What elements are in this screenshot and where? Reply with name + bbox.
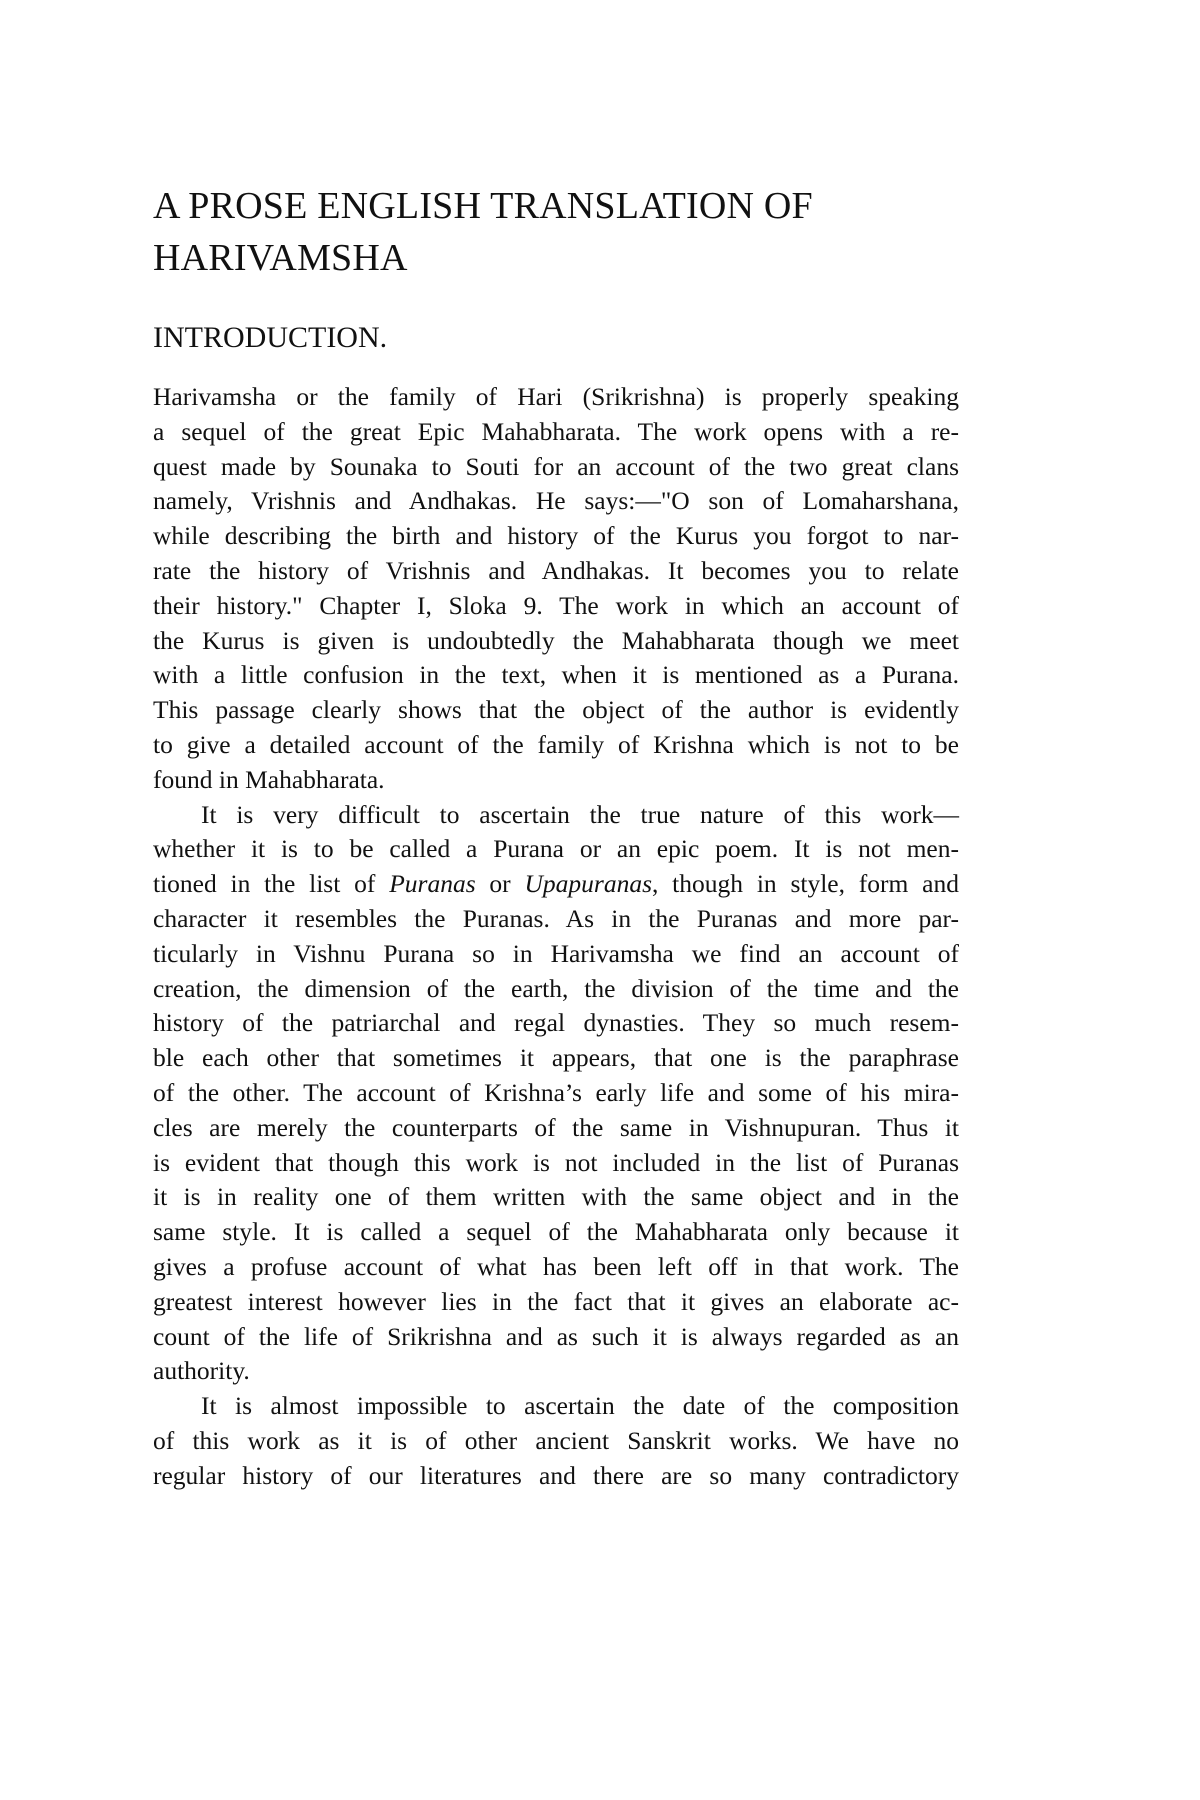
italic-term: Upapuranas — [524, 869, 652, 899]
text-line: with a little confusion in the text, when it is mentioned as a Purana. — [153, 660, 959, 690]
text-line: to give a detailed account of the family of Krishna which is not to be — [153, 729, 959, 759]
section-heading: INTRODUCTION. — [153, 321, 388, 354]
text-line: the Kurus is given is undoubtedly the Mahabharata though we meet — [153, 625, 959, 655]
text-line: a sequel of the great Epic Mahabharata. The work opens with a re- — [153, 416, 959, 446]
paragraph — [153, 380, 959, 798]
text-line: ble each other that sometimes it appears, that one is the paraphrase — [153, 1043, 959, 1073]
text-line: Harivamsha or the family of Hari (Srikrishna) is properly speaking — [153, 382, 959, 411]
text-line: ticularly in Vishnu Purana so in Harivamsha we find an account of — [153, 938, 959, 968]
text-line: creation, the dimension of the earth, the division of the time and the — [153, 973, 959, 1003]
text-line: quest made by Sounaka to Souti for an account of the two great clans — [153, 451, 959, 481]
text-line: whether it is to be called a Purana or an epic poem. It is not men- — [153, 834, 959, 864]
text-line: of the other. The account of Krishna’s early life and some of his mira- — [153, 1077, 959, 1107]
italic-term: Puranas — [389, 869, 476, 899]
document-title — [153, 180, 959, 284]
text-line: their history." Chapter I, Sloka 9. The work in which an account of — [153, 590, 959, 620]
text-line: It is almost impossible to ascertain the date of the composition — [201, 1391, 959, 1421]
text-line: is evident that though this work is not included in the list of Puranas — [153, 1147, 959, 1177]
text-line: cles are merely the counterparts of the same in Vishnupuran. Thus it — [153, 1112, 959, 1142]
text-line: regular history of our literatures and there are so many contradictory — [153, 1460, 959, 1490]
text-run: or — [475, 869, 525, 899]
body-text — [153, 380, 959, 1494]
paragraph — [153, 798, 959, 1390]
text-line: it is in reality one of them written with the same object and in the — [153, 1182, 959, 1212]
title-line: HARIVAMSHA — [153, 237, 408, 279]
title-line: A PROSE ENGLISH TRANSLATION OF — [153, 185, 813, 227]
text-line: rate the history of Vrishnis and Andhakas. It becomes you to relate — [153, 555, 959, 585]
text-line: It is very difficult to ascertain the true nature of this work— — [201, 799, 959, 829]
text-line: This passage clearly shows that the object of the author is evidently — [153, 695, 959, 725]
text-line: authority. — [153, 1356, 250, 1386]
text-run: , though in style, form and — [652, 869, 959, 899]
text-line: of this work as it is of other ancient Sanskrit works. We have no — [153, 1425, 959, 1455]
text-line — [153, 867, 959, 902]
text-line: character it resembles the Puranas. As in the Puranas and more par- — [153, 903, 959, 933]
text-run: tioned in the list of — [153, 869, 390, 899]
paragraph — [153, 1389, 959, 1493]
document-page — [153, 180, 959, 1494]
text-line: found in Mahabharata. — [153, 764, 385, 794]
text-line: count of the life of Srikrishna and as such it is always regarded as an — [153, 1321, 959, 1351]
text-line: while describing the birth and history of the Kurus you forgot to nar- — [153, 521, 959, 551]
text-line: history of the patriarchal and regal dynasties. They so much resem- — [153, 1008, 959, 1038]
text-line: namely, Vrishnis and Andhakas. He says:—"O son of Lomaharshana, — [153, 486, 959, 516]
text-line: gives a profuse account of what has been left off in that work. The — [153, 1251, 959, 1281]
text-line: same style. It is called a sequel of the Mahabharata only because it — [153, 1217, 959, 1247]
text-line: greatest interest however lies in the fact that it gives an elaborate ac- — [153, 1286, 959, 1316]
